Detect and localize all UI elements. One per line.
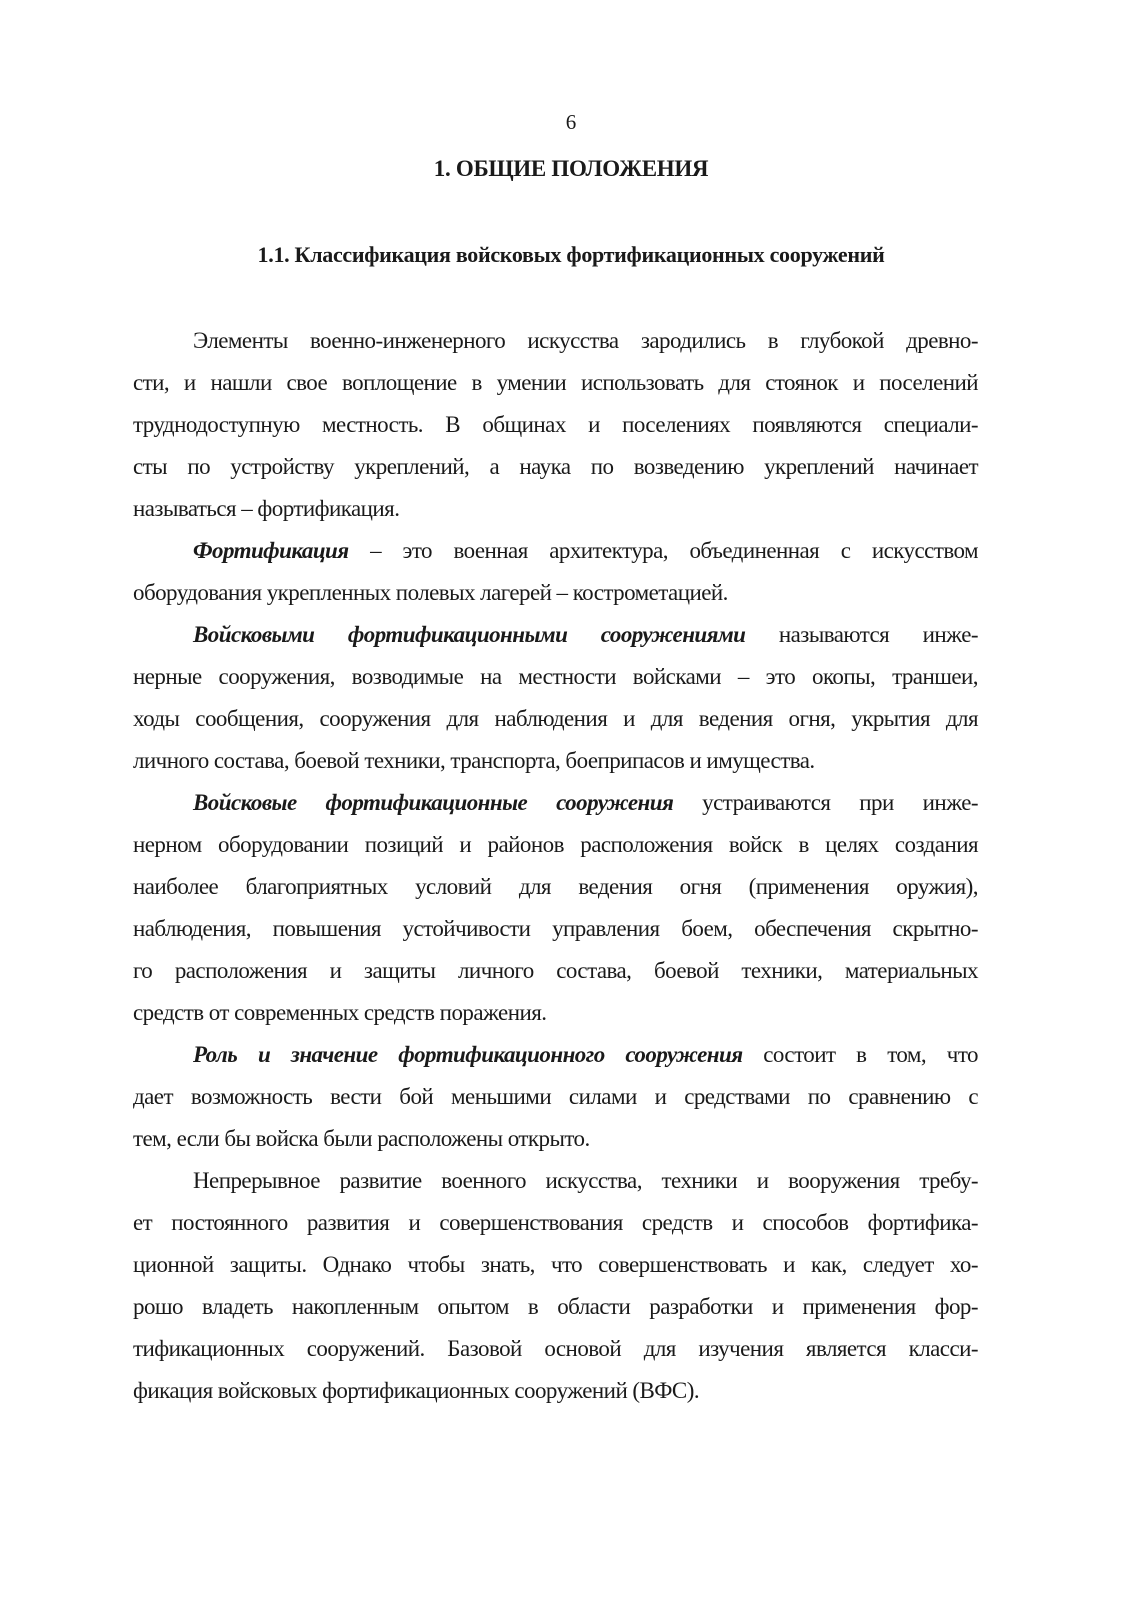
text-line: сти, и нашли свое воплощение в умении использовать для стоянок и поселений xyxy=(133,370,978,395)
defined-term: Фортификация xyxy=(193,538,349,563)
text-line: дает возможность вести бой меньшими силами и средствами по сравнению с xyxy=(133,1084,978,1109)
text-line: труднодоступную местность. В общинах и поселениях появляются специали- xyxy=(133,412,978,437)
text-line: наблюдения, повышения устойчивости управления боем, обеспечения скрытно- xyxy=(133,916,978,941)
text-line: го расположения и защиты личного состава, боевой техники, материальных xyxy=(133,958,978,983)
text-line: называться – фортификация. xyxy=(133,496,400,521)
text-line: рошо владеть накопленным опытом в области разработки и применения фор- xyxy=(133,1294,978,1319)
text-line: нерные сооружения, возводимые на местности войсками – это окопы, траншеи, xyxy=(133,664,978,689)
text-line: ет постоянного развития и совершенствования средств и способов фортифика- xyxy=(133,1210,978,1235)
text-line: ционной защиты. Однако чтобы знать, что совершенствовать и как, следует хо- xyxy=(133,1252,978,1277)
defined-term: Войсковыми фортификационными сооружениями xyxy=(193,622,746,647)
chapter-title: 1. ОБЩИЕ ПОЛОЖЕНИЯ xyxy=(433,156,709,181)
text-line: Фортификация – это военная архитектура, объединенная с искусством xyxy=(193,538,978,563)
text-line: личного состава, боевой техники, транспорта, боеприпасов и имущества. xyxy=(133,748,815,773)
page-number: 6 xyxy=(565,110,577,134)
text-line: Войсковыми фортификационными сооружениями называются инже- xyxy=(193,622,978,647)
text-line: нерном оборудовании позиций и районов расположения войск в целях создания xyxy=(133,832,978,857)
text-line: наиболее благоприятных условий для ведения огня (применения оружия), xyxy=(133,874,978,899)
text-line: Элементы военно-инженерного искусства зародились в глубокой древно- xyxy=(193,328,978,353)
text-line: Непрерывное развитие военного искусства, техники и вооружения требу- xyxy=(193,1168,978,1193)
text-line: тем, если бы войска были расположены открыто. xyxy=(133,1126,590,1151)
text-line: сты по устройству укреплений, а наука по возведению укреплений начинает xyxy=(133,454,978,479)
text-line: Роль и значение фортификационного сооружения состоит в том, что xyxy=(193,1042,978,1067)
text-line: средств от современных средств поражения. xyxy=(133,1000,547,1025)
section-title: 1.1. Классификация войсковых фортификационных сооружений xyxy=(257,242,885,267)
text-line: оборудования укрепленных полевых лагерей – кострометацией. xyxy=(133,580,728,605)
defined-term: Войсковые фортификационные сооружения xyxy=(193,790,674,815)
text-line: тификационных сооружений. Базовой основой для изучения является класси- xyxy=(133,1336,978,1361)
text-line: Войсковые фортификационные сооружения устраиваются при инже- xyxy=(193,790,978,815)
text-line: фикация войсковых фортификационных сооружений (ВФС). xyxy=(133,1378,700,1403)
text-line: ходы сообщения, сооружения для наблюдения и для ведения огня, укрытия для xyxy=(133,706,978,731)
defined-term: Роль и значение фортификационного сооружения xyxy=(193,1042,743,1067)
